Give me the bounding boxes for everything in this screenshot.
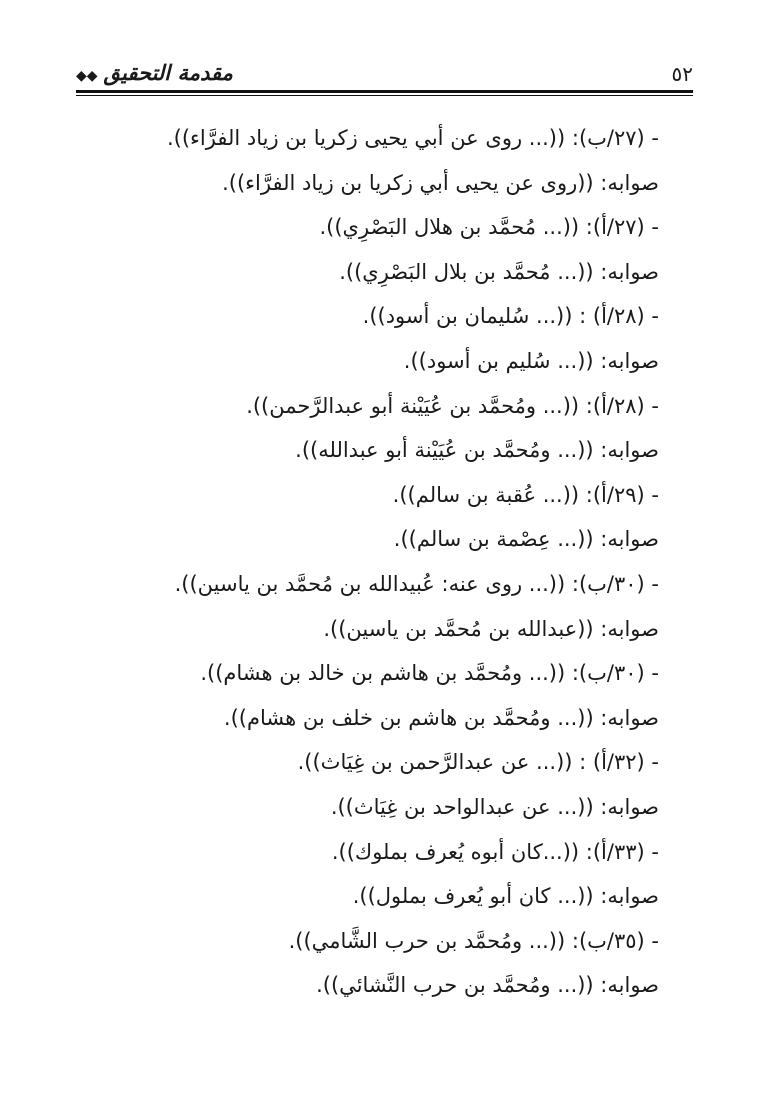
errata-error-line: - (٣٠/ب): ((... ومُحمَّد بن هاشم بن خالد بن هشام)). [200,661,659,686]
errata-correction-line: صوابه: ((... ومُحمَّد بن هاشم بن خلف بن هشام)). [223,705,659,730]
errata-error-line: - (٢٨/أ): ((... ومُحمَّد بن عُيَيْنة أبو عبدالرَّحمن)). [246,393,659,418]
errata-correction-line: صوابه: ((... ومُحمَّد بن عُيَيْنة أبو عبدالله)). [295,438,659,463]
errata-error-line: - (٢٨/أ) : ((... سُليمان بن أسود)). [362,304,659,329]
errata-correction-line: صوابه: ((... مُحمَّد بن بلال البَصْرِي)). [339,259,659,284]
errata-correction-line: صوابه: ((... عن عبدالواحد بن غِيَاث)). [330,794,659,819]
errata-list [139,116,659,1008]
errata-correction-line: صوابه: ((... عِصْمة بن سالم)). [393,527,659,552]
errata-error-line: - (٣٠/ب): ((... روى عنه: عُبيدالله بن مُحمَّد بن ياسين)). [174,571,659,596]
errata-error-line: - (٢٧/أ): ((... مُحمَّد بن هلال البَصْرِي)). [319,215,659,240]
errata-error-line: - (٣٢/أ) : ((... عن عبدالرَّحمن بن غِيَاث)). [297,750,659,775]
running-head-title: مقدمة التحقيق [103,60,233,85]
diamond-ornament-icon: ◆◆ [76,68,98,84]
errata-correction-line: صوابه: ((روى عن يحيى أبي زكريا بن زياد الفرَّاء)). [222,170,659,195]
running-head [76,60,233,85]
errata-correction-line: صوابه: ((... كان أبو يُعرف بملول)). [352,884,659,909]
errata-error-line: - (٢٩/أ): ((... عُقبة بن سالم)). [392,482,659,507]
header-rule-thin [76,95,693,96]
errata-correction-line: صوابه: ((... سُليم بن أسود)). [403,348,659,373]
errata-correction-line: صوابه: ((... ومُحمَّد بن حرب النَّشائي)). [316,973,659,998]
errata-error-line: - (٣٥/ب): ((... ومُحمَّد بن حرب الشَّامي)). [288,928,659,953]
header-rule-thick [76,90,693,93]
errata-error-line: - (٣٣/أ): ((...كان أبوه يُعرف بملوك)). [331,839,659,864]
page-number: ٥٢ [671,62,693,86]
errata-correction-line: صوابه: ((عبدالله بن مُحمَّد بن ياسين)). [323,616,659,641]
page-header [76,52,693,92]
errata-error-line: - (٢٧/ب): ((... روى عن أبي يحيى زكريا بن زياد الفرَّاء)). [166,126,659,150]
